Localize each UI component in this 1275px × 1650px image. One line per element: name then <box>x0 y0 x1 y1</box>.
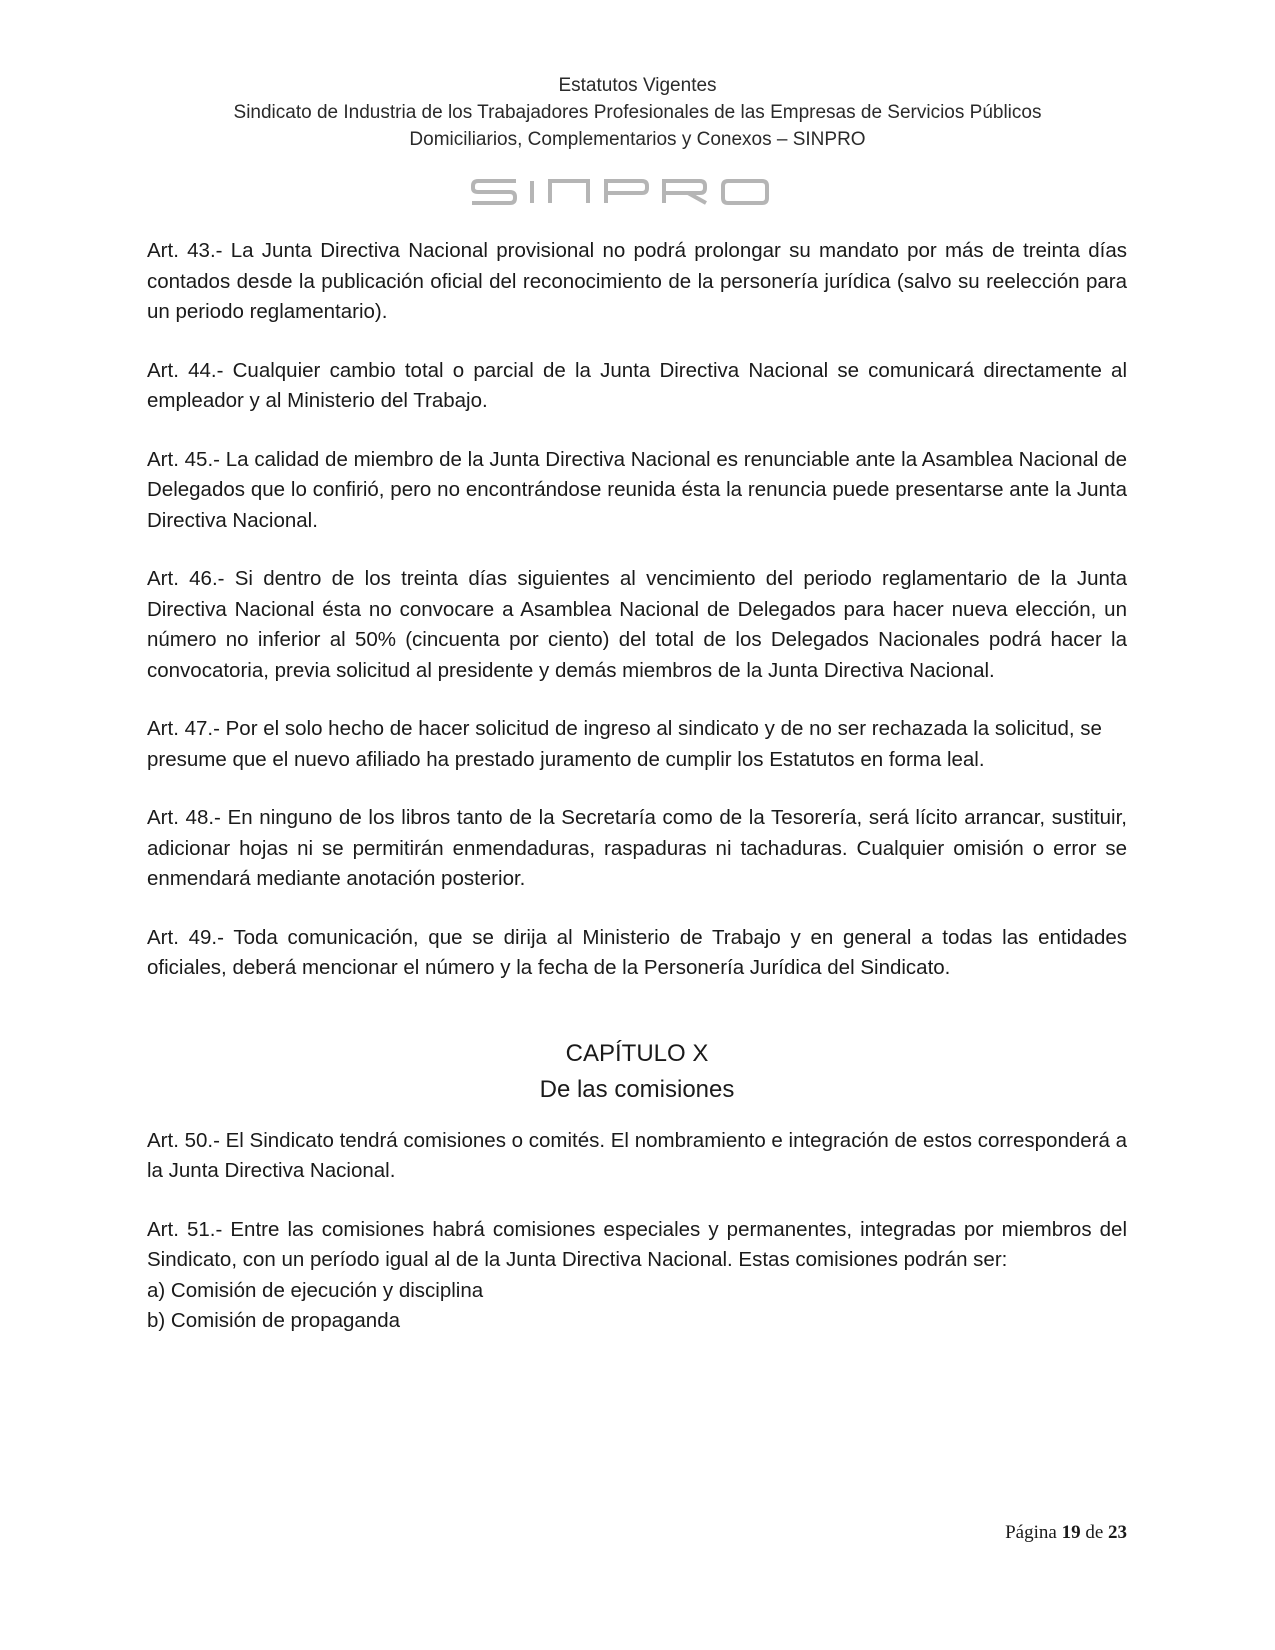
article-text: El Sindicato tendrá comisiones o comités. El nombramiento e integración de estos corresponderá a la Junta Directiva Nacional. <box>147 1128 1127 1182</box>
header-org-line2: Domiciliarios, Complementarios y Conexos – SINPRO <box>409 129 866 150</box>
article-number: Art. 51.- <box>147 1217 223 1241</box>
article-text: Por el solo hecho de hacer solicitud de ingreso al sindicato y de no ser rechazada la solicitud, se presume que el nuevo afiliado ha prestado juramento de cumplir los Estatutos en forma leal. <box>147 717 1102 771</box>
article-text: En ninguno de los libros tanto de la Secretaría como de la Tesorería, será lícito arrancar, sustituir, adicionar hojas ni se permitirán enmendaduras, raspaduras ni tachaduras. Cualquier omisión o error se enmendará mediante anotación posterior. <box>147 806 1127 890</box>
article-text: Cualquier cambio total o parcial de la Junta Directiva Nacional se comunicará directamente al empleador y al Ministerio del Trabajo. <box>147 358 1127 412</box>
header-org-line1: Sindicato de Industria de los Trabajadores Profesionales de las Empresas de Servicios Públicos <box>233 102 1042 123</box>
sinpro-logo <box>470 178 790 206</box>
list-item: b) Comisión de propaganda <box>147 1309 400 1332</box>
article-number: Art. 44.- <box>147 358 224 382</box>
article-text: La Junta Directiva Nacional provisional no podrá prolongar su mandato por más de treinta días contados desde la publicación oficial del reconocimiento de la personería jurídica (salvo su reelección para un periodo reglamentario). <box>147 239 1127 323</box>
article-48 <box>147 803 1127 895</box>
article-number: Art. 43.- <box>147 239 223 262</box>
current-page: 19 <box>1061 1522 1081 1543</box>
article-number: Art. 48.- <box>147 806 221 829</box>
article-number: Art. 46.- <box>147 567 225 590</box>
article-number: Art. 47.- <box>147 717 220 740</box>
article-number: Art. 45.- <box>147 447 220 471</box>
chapter-heading <box>147 1036 1127 1108</box>
list-item: a) Comisión de ejecución y disciplina <box>147 1278 484 1302</box>
page-number <box>1005 1522 1127 1544</box>
article-text: Entre las comisiones habrá comisiones especiales y permanentes, integradas por miembros del Sindicato, con un período igual al de la Junta Directiva Nacional. Estas comisiones podrán ser: <box>147 1217 1127 1271</box>
article-49 <box>147 923 1127 984</box>
article-50 <box>147 1126 1127 1187</box>
article-51 <box>147 1215 1127 1276</box>
article-text: Si dentro de los treinta días siguientes al vencimiento del periodo reglamentario de la Junta Directiva Nacional ésta no convocare a Asamblea Nacional de Delegados para hacer nueva elección, un número no inferior al 50% (cincuenta por ciento) del total de los Delegados Nacionales podrá hacer la convocatoria, previa solicitud al presidente y demás miembros de la Junta Directiva Nacional. <box>147 567 1127 682</box>
article-text: Toda comunicación, que se dirija al Ministerio de Trabajo y en general a todas las entidades oficiales, deberá mencionar el número y la fecha de la Personería Jurídica del Sindicato. <box>147 925 1128 979</box>
article-43 <box>147 236 1127 328</box>
chapter-title: CAPÍTULO X <box>565 1039 709 1067</box>
article-46 <box>147 564 1127 686</box>
of-word: de <box>1085 1522 1104 1543</box>
article-45 <box>147 445 1127 537</box>
article-text: La calidad de miembro de la Junta Directiva Nacional es renunciable ante la Asamblea Nacional de Delegados que lo confirió, pero no encontrándose reunida ésta la renuncia puede presentarse ante la Junta Directiva Nacional. <box>147 447 1127 532</box>
article-number: Art. 49.- <box>147 925 224 949</box>
header-title: Estatutos Vigentes <box>558 75 717 96</box>
article-44 <box>147 356 1127 417</box>
article-47 <box>147 714 1127 775</box>
total-pages: 23 <box>1108 1522 1127 1543</box>
article-number: Art. 50.- <box>147 1128 220 1152</box>
chapter-subtitle: De las comisiones <box>539 1075 735 1103</box>
document-header <box>0 72 1275 153</box>
document-body <box>147 236 1127 1337</box>
page-word: Página <box>1005 1522 1057 1543</box>
